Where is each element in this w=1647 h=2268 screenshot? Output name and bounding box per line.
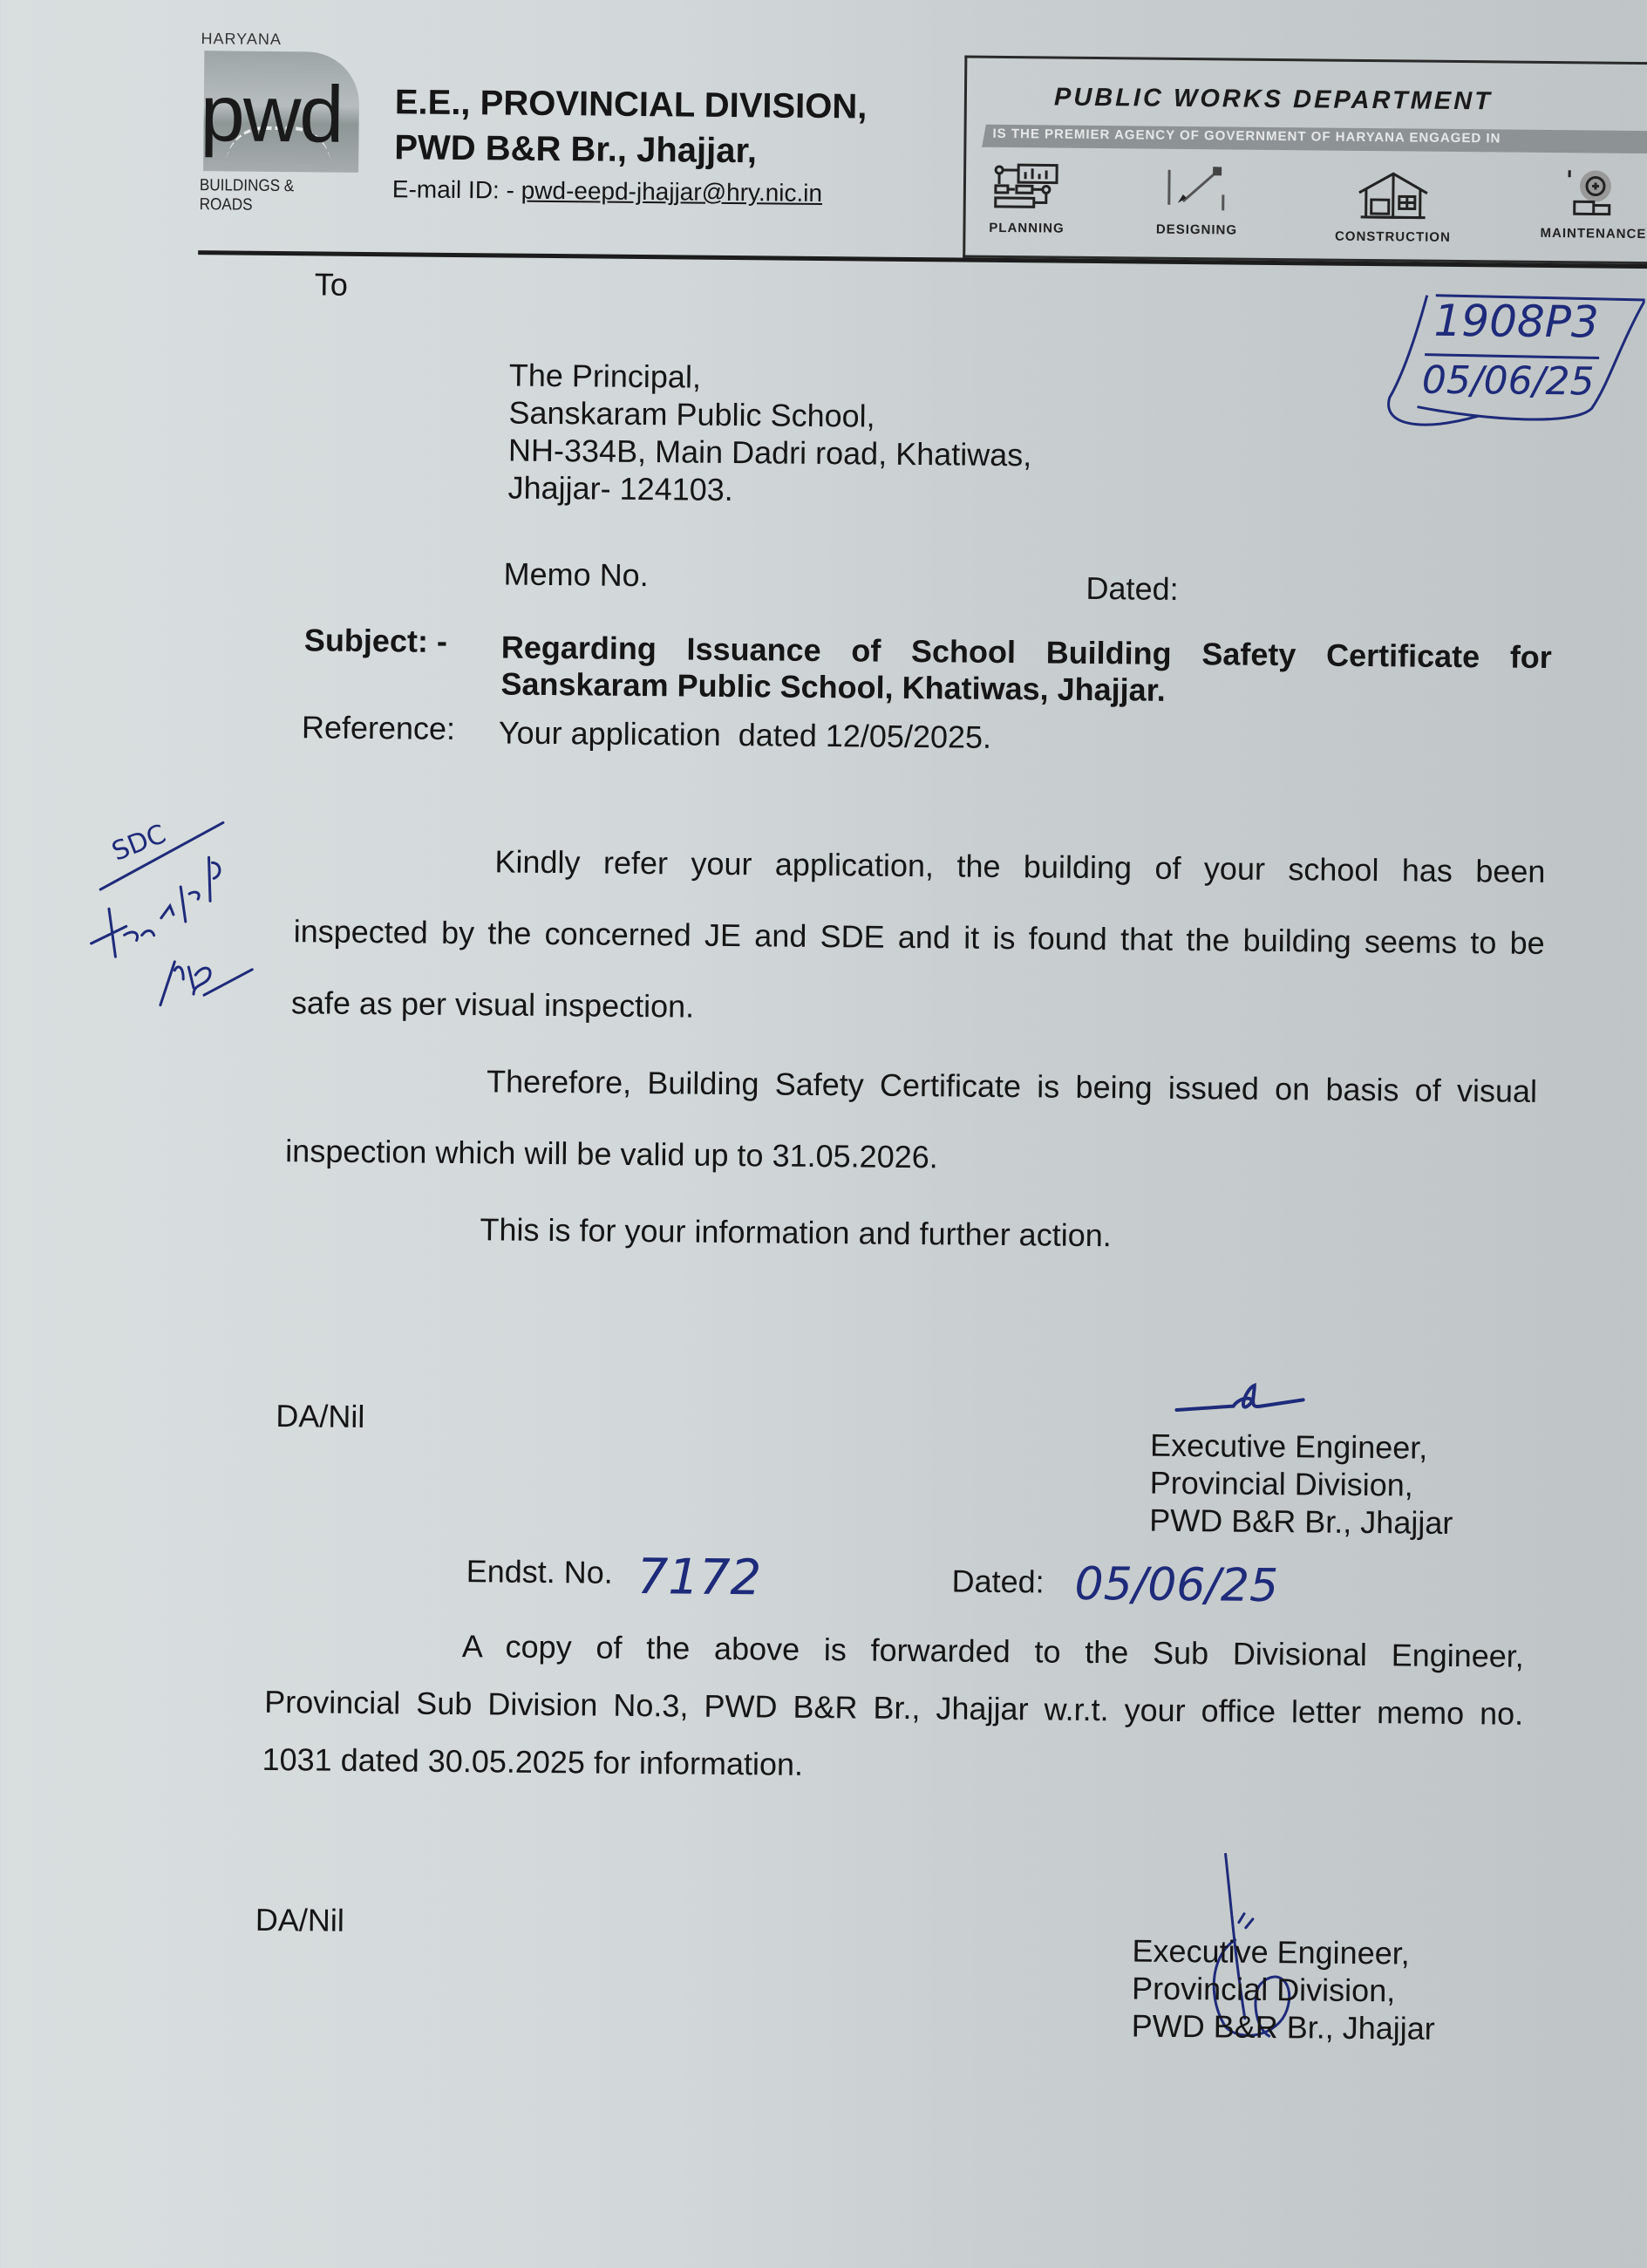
planning-icon bbox=[992, 161, 1063, 213]
signatory-title: Executive Engineer, bbox=[1132, 1932, 1410, 1972]
office-email-line bbox=[392, 175, 822, 208]
service-label: CONSTRUCTION bbox=[1334, 228, 1451, 245]
copy-line-2: Provincial Sub Division No.3, PWD B&R Br., Jhajjar w.r.t. your office letter memo no. bbox=[264, 1683, 1524, 1732]
paragraph-2-line-1: Therefore, Building Safety Certificate is being issued on basis of visual bbox=[486, 1063, 1538, 1109]
enclosure-label: DA/Nil bbox=[276, 1398, 365, 1435]
signature-block-1 bbox=[1149, 1427, 1453, 1542]
paragraph-1-line-1: Kindly refer your application, the building of your school has been bbox=[494, 843, 1546, 889]
signatory-title: Executive Engineer, bbox=[1149, 1427, 1428, 1466]
endorsement-dated-value: 05/06/25 bbox=[1074, 1557, 1279, 1613]
memo-label: Memo No. bbox=[503, 555, 649, 594]
department-title: PUBLIC WORKS DEPARTMENT bbox=[1053, 83, 1494, 116]
service-label: MAINTENANCE bbox=[1540, 225, 1647, 242]
paragraph-2-line-2: inspection which will be valid up to 31.05.2026. bbox=[285, 1133, 938, 1175]
office-subtitle: PWD B&R Br., Jhajjar, bbox=[394, 128, 758, 171]
receipt-stamp bbox=[1382, 276, 1645, 444]
department-band-text: IS THE PREMIER AGENCY OF GOVERNMENT OF HARYANA ENGAGED IN bbox=[992, 126, 1501, 146]
subject-line-1: Regarding Issuance of School Building Safety Certificate for bbox=[500, 629, 1553, 676]
margin-handwritten-note bbox=[73, 795, 284, 1015]
addressee-block bbox=[507, 357, 1032, 512]
signatory-division: Provincial Division, bbox=[1149, 1464, 1413, 1503]
addressee-line: The Principal, bbox=[508, 357, 702, 395]
endorsement-enclosure-label: DA/Nil bbox=[255, 1901, 345, 1938]
receipt-date: 05/06/25 bbox=[1421, 358, 1595, 405]
margin-note-sdc: SDC bbox=[107, 819, 171, 868]
to-label: To bbox=[314, 266, 349, 303]
memo-dated-label: Dated: bbox=[1086, 569, 1179, 607]
email-label: E-mail ID: - bbox=[391, 175, 521, 204]
addressee-line: Sanskaram Public School, bbox=[508, 394, 875, 434]
endorsement-number-value: 7172 bbox=[636, 1549, 762, 1607]
reference-text: Your application dated 12/05/2025. bbox=[498, 714, 992, 755]
email-link[interactable]: pwd-eepd-jhajjar@hry.nic.in bbox=[521, 176, 823, 207]
copy-line-1: A copy of the above is forwarded to the Sub Divisional Engineer, bbox=[461, 1628, 1525, 1674]
addressee-line: Jhajjar- 124103. bbox=[507, 469, 733, 508]
reference-label: Reference: bbox=[301, 709, 456, 746]
signatory-office: PWD B&R Br., Jhajjar bbox=[1131, 2007, 1435, 2047]
addressee-line: NH-334B, Main Dadri road, Khatiwas, bbox=[507, 432, 1032, 473]
receipt-number: 1908P3 bbox=[1433, 295, 1599, 348]
signature-1 bbox=[1172, 1379, 1329, 1425]
signature-block-2 bbox=[1132, 1932, 1436, 2047]
subject-line-2: Sanskaram Public School, Khatiwas, Jhajjar. bbox=[500, 665, 1166, 708]
pwd-logo bbox=[199, 30, 367, 215]
logo-wordmark: pwd bbox=[200, 69, 343, 160]
signatory-office: PWD B&R Br., Jhajjar bbox=[1149, 1502, 1453, 1542]
service-planning bbox=[974, 161, 1079, 236]
office-title: E.E., PROVINCIAL DIVISION, bbox=[394, 83, 868, 126]
logo-state: HARYANA bbox=[201, 30, 282, 49]
service-designing bbox=[1140, 163, 1254, 238]
signatory-division: Provincial Division, bbox=[1131, 1970, 1396, 2009]
paragraph-1-line-3: safe as per visual inspection. bbox=[290, 984, 695, 1025]
copy-line-3: 1031 dated 30.05.2025 for information. bbox=[262, 1740, 804, 1782]
paragraph-1-line-2: inspected by the concerned JE and SDE and it is found that the building seems to be bbox=[293, 913, 1545, 961]
maintenance-icon bbox=[1559, 167, 1630, 218]
service-label: DESIGNING bbox=[1155, 221, 1238, 238]
construction-icon bbox=[1354, 170, 1433, 221]
service-construction bbox=[1314, 169, 1472, 245]
endorsement-dated-label: Dated: bbox=[951, 1563, 1045, 1600]
designing-icon bbox=[1162, 163, 1233, 215]
pwd-department-box bbox=[963, 56, 1647, 265]
service-label: PLANNING bbox=[989, 220, 1065, 236]
endorsement-number-label: Endst. No. bbox=[466, 1553, 613, 1590]
logo-tagline: BUILDINGS & ROADS bbox=[199, 176, 295, 215]
subject-label: Subject: - bbox=[303, 622, 448, 659]
service-maintenance bbox=[1523, 167, 1647, 242]
paragraph-3: This is for your information and further action. bbox=[480, 1211, 1112, 1254]
